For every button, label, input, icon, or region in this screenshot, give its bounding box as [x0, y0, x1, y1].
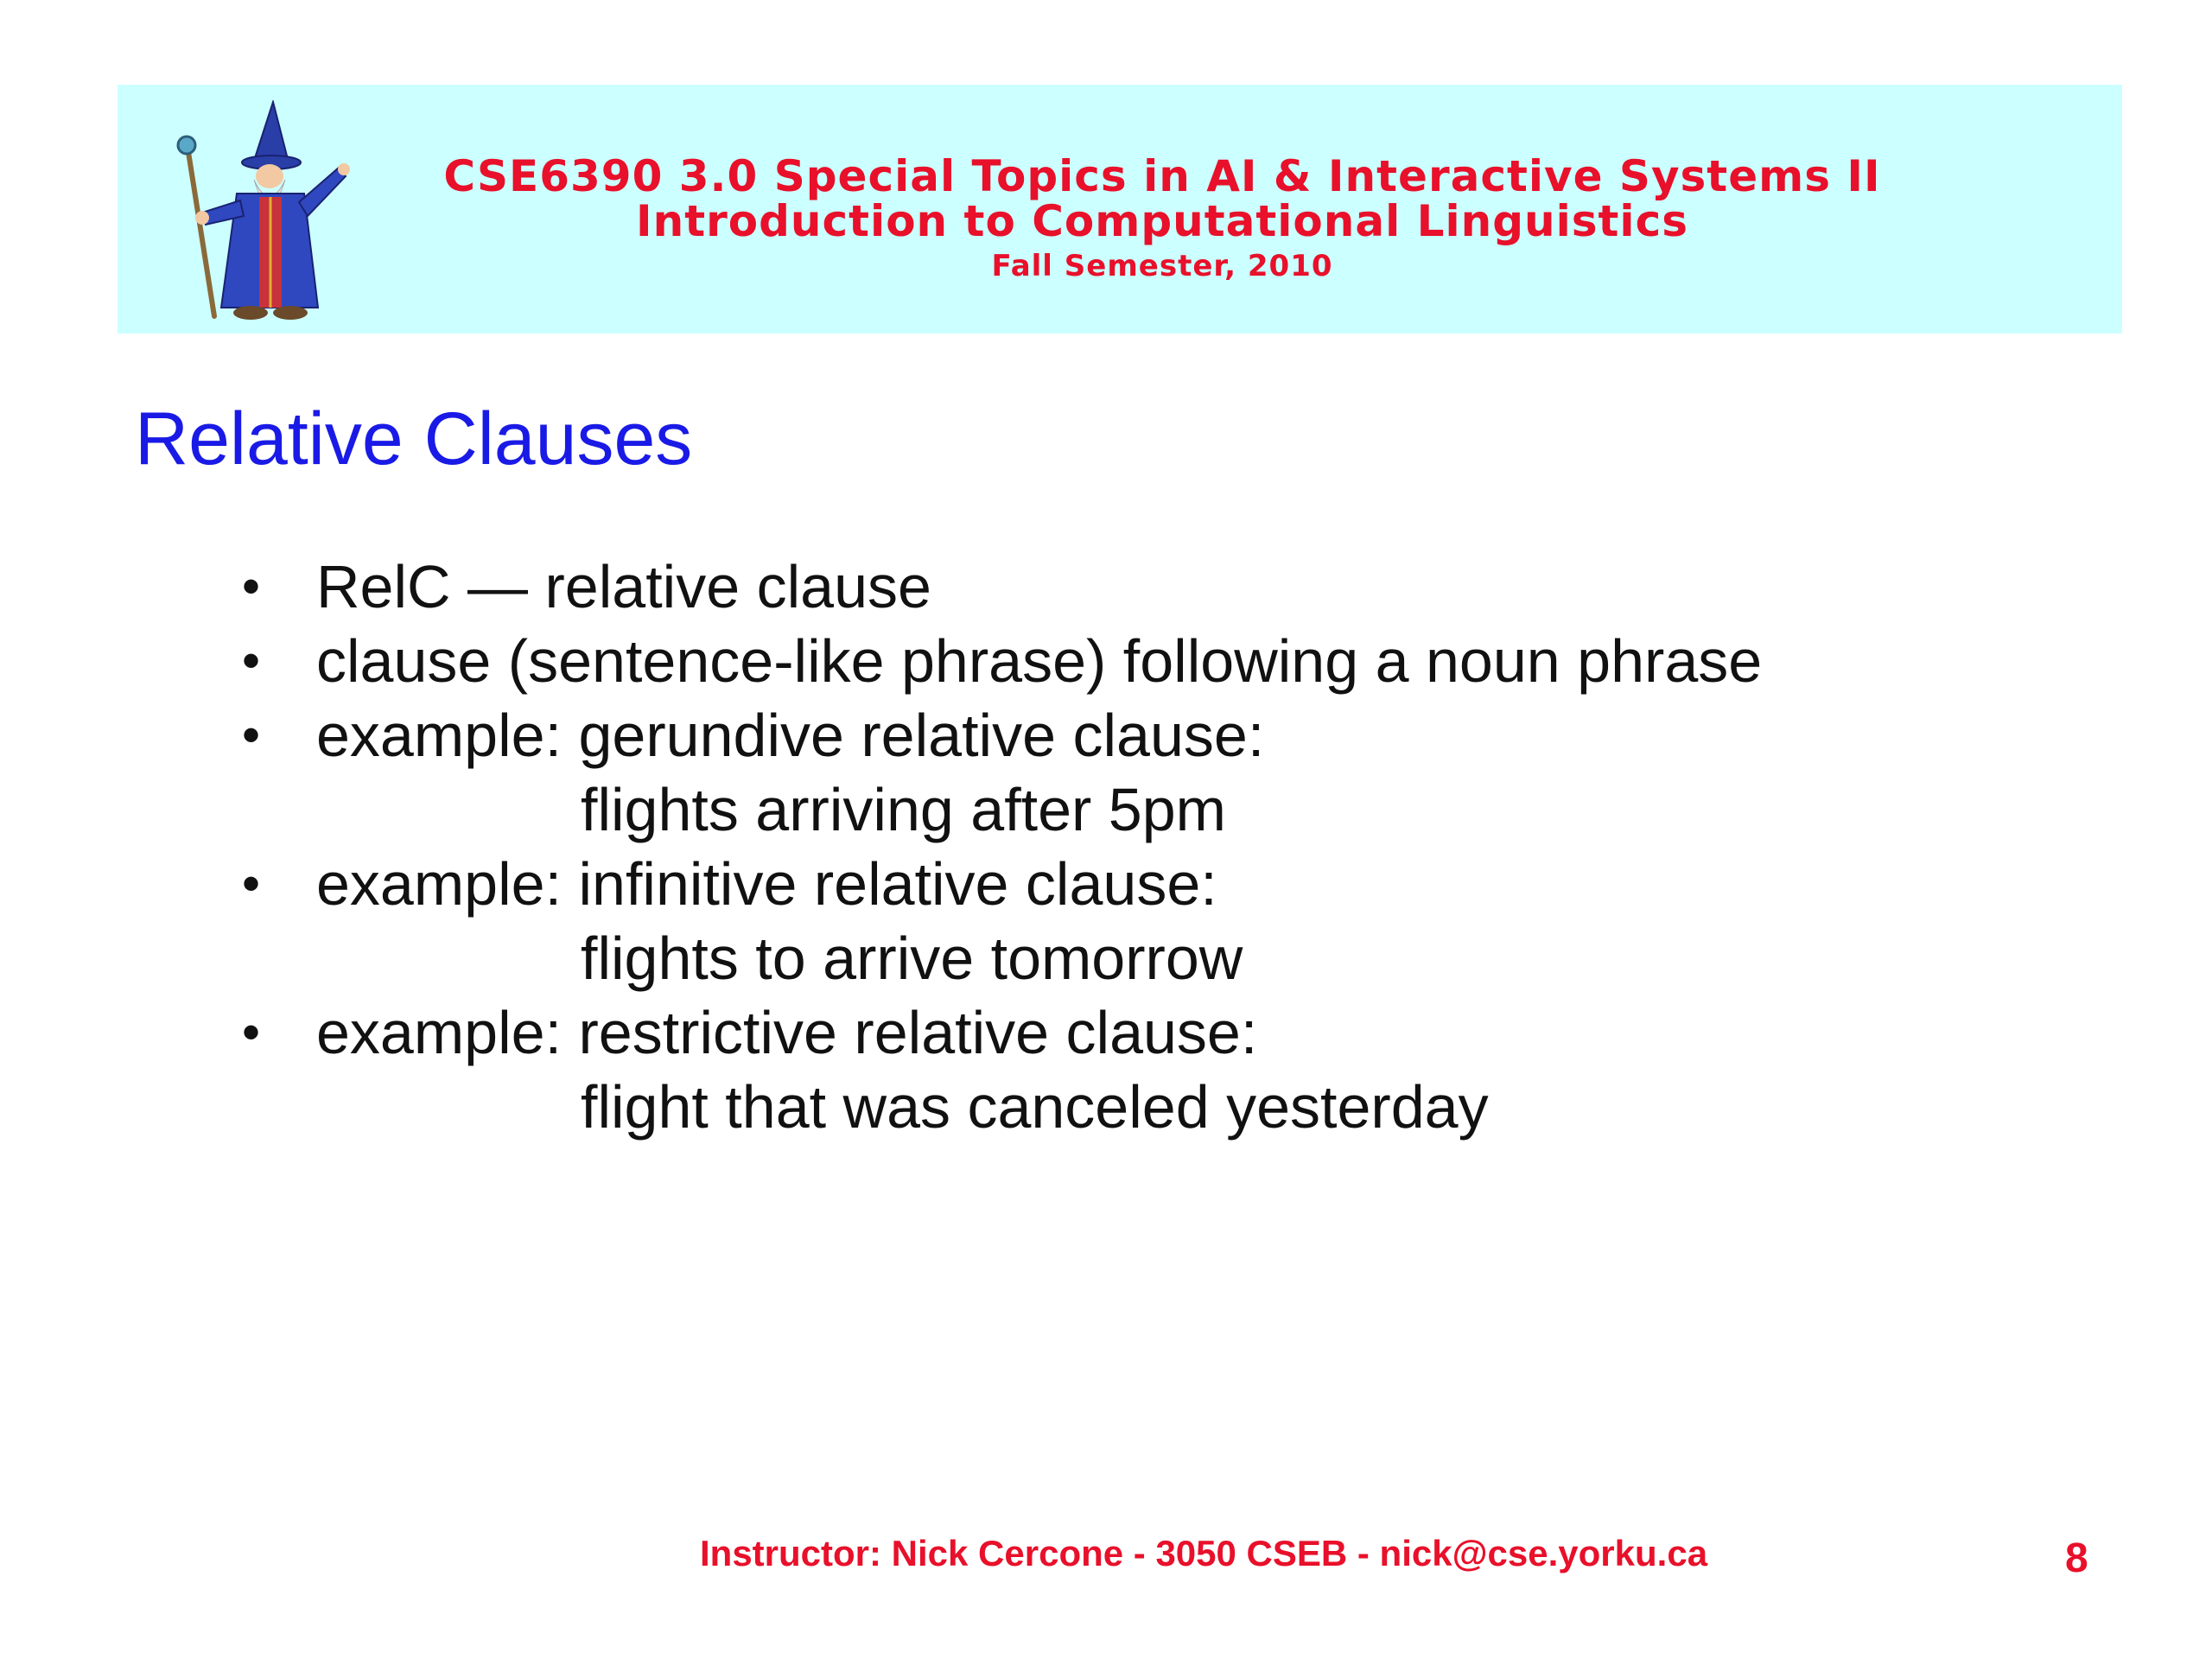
bullet-text: example: gerundive relative clause:	[316, 702, 1265, 769]
wizard-icon	[169, 100, 351, 325]
bullet-icon: •	[242, 557, 261, 615]
bullet-text: example: restrictive relative clause:	[316, 999, 1258, 1066]
list-item	[233, 847, 1961, 995]
course-title: CSE6390 3.0 Special Topics in AI & Interactive Systems II	[443, 151, 1881, 201]
list-item	[233, 698, 1961, 847]
semester: Fall Semester, 2010	[991, 249, 1333, 283]
bullet-text: RelC — relative clause	[316, 553, 931, 620]
bullet-list	[233, 550, 1961, 1144]
bullet-text: clause (sentence-like phrase) following a noun phrase	[316, 627, 1763, 695]
list-item	[233, 550, 1961, 624]
bullet-icon: •	[242, 706, 261, 764]
slide-title: Relative Clauses	[135, 397, 693, 480]
example-text: flights arriving after 5pm	[581, 776, 1226, 843]
example-text: flight that was canceled yesterday	[581, 1073, 1489, 1141]
list-item	[233, 624, 1961, 698]
instructor-footer: Instructor: Nick Cercone - 3050 CSEB - nick@cse.yorku.ca	[700, 1533, 1708, 1573]
page-number: 8	[2065, 1535, 2088, 1581]
bullet-text: example: infinitive relative clause:	[316, 850, 1217, 918]
example-text: flights to arrive tomorrow	[581, 925, 1243, 992]
course-subtitle: Introduction to Computational Linguistics	[636, 196, 1688, 246]
header-text	[363, 151, 1961, 289]
bullet-icon: •	[242, 1003, 261, 1061]
bullet-icon: •	[242, 632, 261, 690]
list-item	[233, 995, 1961, 1144]
bullet-icon: •	[242, 855, 261, 912]
